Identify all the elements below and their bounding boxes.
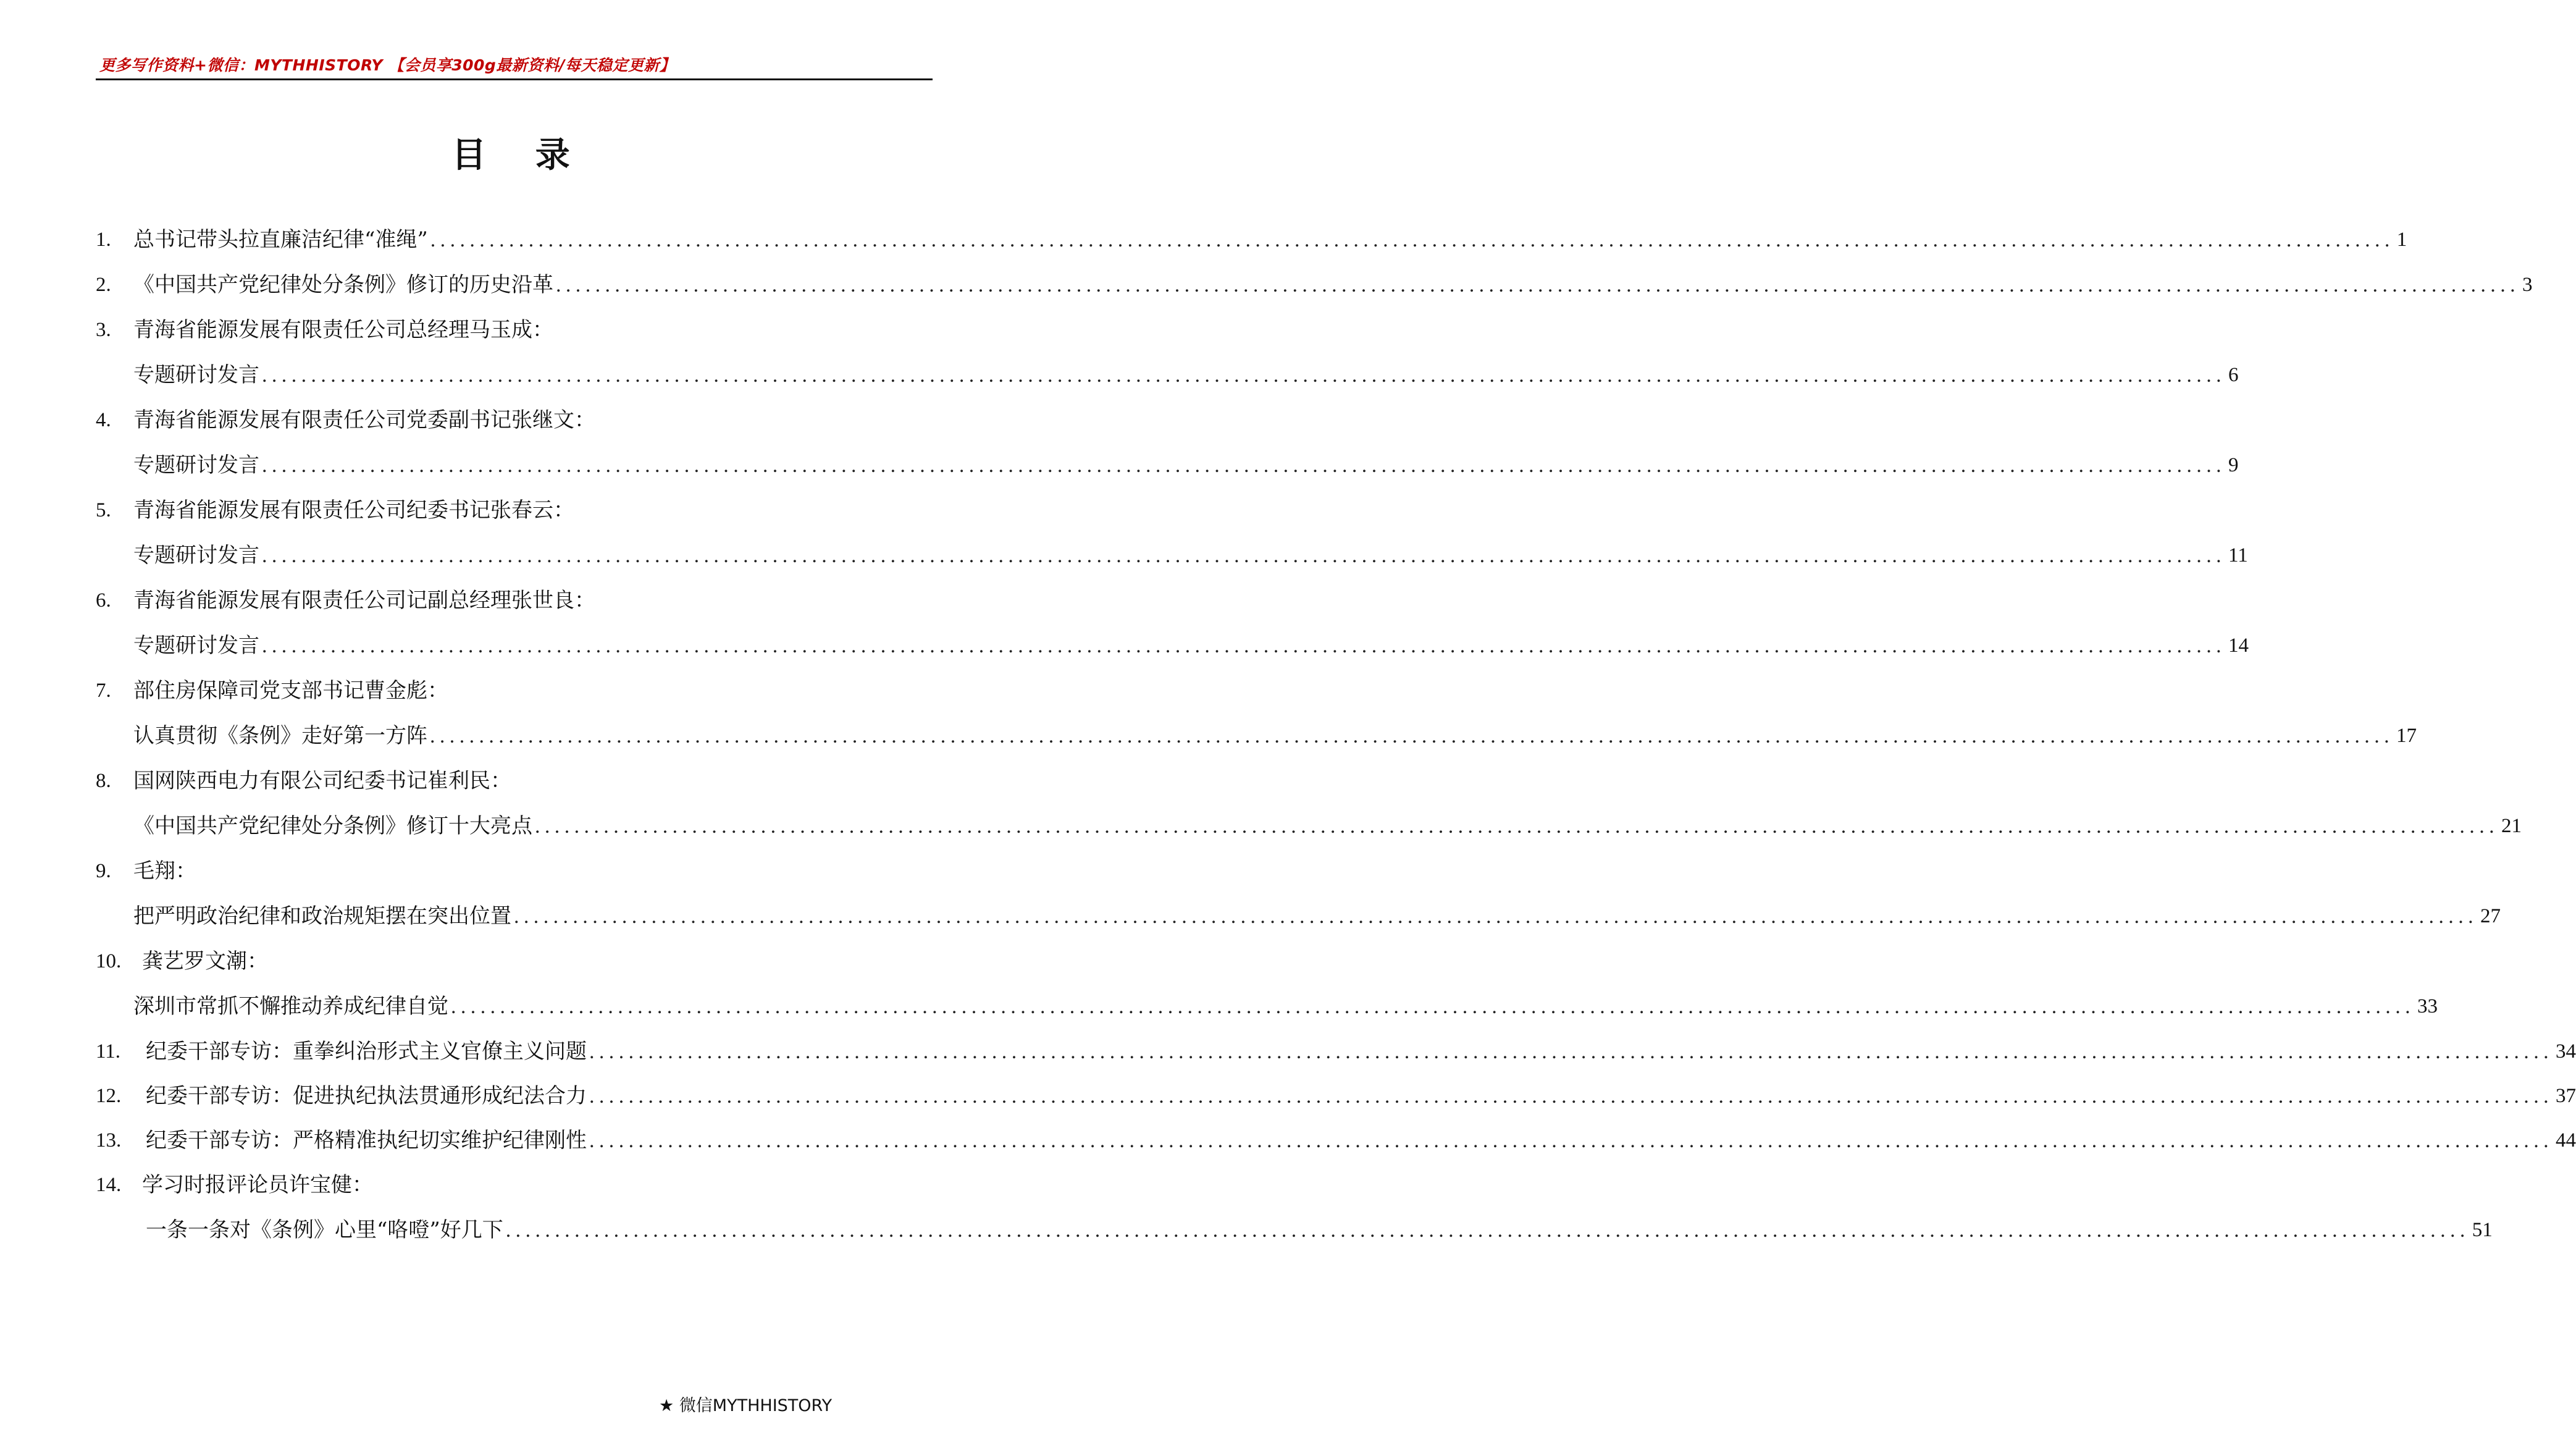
toc-entry-link[interactable] (96, 1118, 2576, 1163)
star-icon: ★ (659, 1396, 674, 1415)
toc-entry-heading (96, 398, 929, 443)
toc-page-number: 44 (2556, 1129, 2576, 1152)
toc-entry-number: 5. (96, 499, 111, 521)
toc-entry-title: 青海省能源发展有限责任公司纪委书记张春云： (133, 498, 574, 523)
toc-dot-leader: ........................................................................................................................................................................................................ (262, 544, 2226, 567)
toc-entry-number: 12. (96, 1084, 122, 1107)
page-footer (659, 1392, 832, 1416)
toc-entry-heading (96, 759, 929, 804)
toc-page-number: 1 (2396, 229, 2407, 251)
toc-page-number: 17 (2396, 725, 2417, 747)
toc-entry-heading (96, 668, 929, 714)
toc-entry-subtitle: 《中国共产党纪律处分条例》修订十大亮点 (133, 814, 532, 838)
toc-page-number: 11 (2228, 544, 2248, 567)
toc-entry-title: 毛翔： (133, 859, 196, 883)
toc-page-number: 6 (2228, 364, 2239, 386)
toc-entry-title: 学习时报评论员许宝健： (142, 1173, 373, 1197)
toc-page-number: 21 (2501, 815, 2522, 837)
toc-entry-number: 11. (96, 1040, 121, 1063)
toc-entry-title: 龚艺罗文潮： (142, 949, 268, 974)
toc-entry-heading (96, 849, 929, 894)
toc-entry-link[interactable] (96, 353, 2239, 398)
toc-entry-link[interactable] (96, 533, 2248, 578)
toc-dot-leader: ........................................................................................................................................................................................................ (556, 274, 2520, 297)
toc-entry-title: 青海省能源发展有限责任公司党委副书记张继文： (133, 408, 595, 432)
toc-dot-leader: ........................................................................................................................................................................................................ (262, 634, 2226, 657)
toc-page-number: 37 (2556, 1084, 2576, 1107)
toc-entry-number: 2. (96, 274, 111, 296)
toc-entry-heading (96, 578, 929, 623)
toc-dot-leader: ........................................................................................................................................................................................................ (430, 229, 2394, 251)
toc-entry-link[interactable] (96, 1029, 2576, 1074)
toc-entry-subtitle: 专题研讨发言 (133, 543, 259, 568)
toc-dot-leader: ........................................................................................................................................................................................................ (589, 1084, 2553, 1108)
toc-entry-subtitle: 专题研讨发言 (133, 453, 259, 478)
toc-entry-link[interactable] (96, 263, 2533, 308)
toc-entry-title: 青海省能源发展有限责任公司总经理马玉成： (133, 318, 553, 342)
toc-entry-link[interactable] (96, 1208, 2493, 1253)
toc-entry-link[interactable] (96, 804, 2522, 849)
toc-entry-link[interactable] (96, 984, 2438, 1029)
toc-entry-subtitle: 专题研讨发言 (133, 363, 259, 387)
toc-entry-title: 纪委干部专访：严格精准执纪切实维护纪律刚性 (146, 1127, 587, 1153)
toc-entry-heading (96, 308, 929, 353)
toc-page-number: 27 (2480, 905, 2501, 927)
toc-page-number: 9 (2228, 454, 2239, 476)
toc-entry-subtitle: 深圳市常抓不懈推动养成纪律自觉 (133, 994, 448, 1019)
toc-entry-link[interactable] (96, 1074, 2576, 1118)
toc-entry-subtitle: 把严明政治纪律和政治规矩摆在突出位置 (133, 904, 511, 929)
toc-dot-leader: ........................................................................................................................................................................................................ (589, 1129, 2553, 1152)
toc-entry-number: 14. (96, 1174, 122, 1196)
toc-entry-link[interactable] (96, 443, 2239, 488)
toc-entry-number: 13. (96, 1129, 122, 1152)
toc-entry-number: 9. (96, 860, 111, 882)
toc-entry-heading (96, 939, 929, 984)
page-title: 目 录 (451, 135, 589, 175)
toc-entry-number: 8. (96, 770, 111, 792)
toc-entry-number: 1. (96, 229, 111, 251)
toc-entry-subtitle: 一条一条对《条例》心里“咯噔”好几下 (146, 1218, 503, 1242)
footer-text: 微信MYTHHISTORY (679, 1396, 833, 1415)
toc-entry-link[interactable] (96, 714, 2417, 759)
toc-dot-leader: ........................................................................................................................................................................................................ (430, 725, 2394, 748)
toc-dot-leader: ........................................................................................................................................................................................................ (505, 1219, 2470, 1242)
header-promo-text: 更多写作资料+微信：MYTHHISTORY 【会员享300g最新资料/每天稳定更新】 (99, 56, 676, 74)
toc-entry-heading (96, 488, 929, 533)
toc-entry-link[interactable] (96, 623, 2249, 668)
toc-entry-subtitle: 专题研讨发言 (133, 633, 259, 658)
toc-page-number: 14 (2228, 634, 2249, 657)
toc-dot-leader: ........................................................................................................................................................................................................ (514, 905, 2478, 928)
toc-page-number: 3 (2522, 274, 2533, 296)
toc-page-number: 34 (2556, 1040, 2576, 1063)
toc-entry-link[interactable] (96, 894, 2501, 939)
toc-entry-title: 国网陕西电力有限公司纪委书记崔利民： (133, 769, 511, 793)
toc-entry-title: 青海省能源发展有限责任公司记副总经理张世良： (133, 588, 595, 613)
toc-entry-heading (96, 1163, 929, 1208)
toc-entry-title: 纪委干部专访：促进执纪执法贯通形成纪法合力 (146, 1083, 587, 1108)
toc-entry-link[interactable] (96, 217, 2407, 263)
toc-entry-title: 部住房保障司党支部书记曹金彪： (133, 678, 448, 703)
toc-dot-leader: ........................................................................................................................................................................................................ (262, 454, 2226, 477)
toc-dot-leader: ........................................................................................................................................................................................................ (535, 815, 2499, 838)
toc-entry-number: 6. (96, 589, 111, 612)
toc-page-number: 51 (2472, 1219, 2493, 1241)
table-of-contents (96, 217, 2576, 1253)
toc-entry-number: 3. (96, 319, 111, 341)
toc-dot-leader: ........................................................................................................................................................................................................ (262, 364, 2226, 387)
toc-entry-subtitle: 认真贯彻《条例》走好第一方阵 (133, 723, 427, 748)
toc-page-number: 33 (2417, 995, 2438, 1017)
toc-entry-title: 总书记带头拉直廉洁纪律“准绳” (133, 227, 428, 252)
page-header (96, 51, 933, 80)
toc-entry-number: 4. (96, 409, 111, 431)
toc-dot-leader: ........................................................................................................................................................................................................ (589, 1040, 2553, 1063)
toc-dot-leader: ........................................................................................................................................................................................................ (451, 995, 2415, 1018)
toc-entry-number: 7. (96, 680, 111, 702)
toc-entry-title: 纪委干部专访：重拳纠治形式主义官僚主义问题 (146, 1038, 587, 1064)
toc-entry-number: 10. (96, 950, 122, 972)
toc-entry-title: 《中国共产党纪律处分条例》修订的历史沿革 (133, 272, 553, 297)
